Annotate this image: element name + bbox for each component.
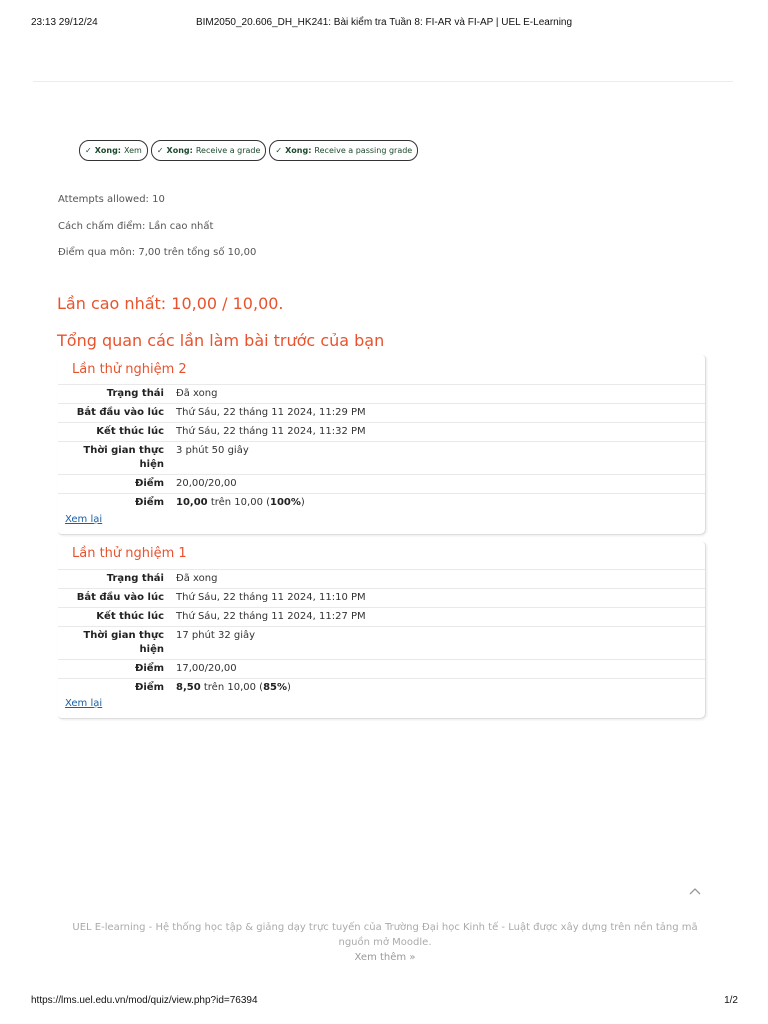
row-value-started: Thứ Sáu, 22 tháng 11 2024, 11:10 PM [176, 592, 366, 603]
attempt-title: Lần thử nghiệm 1 [72, 546, 187, 561]
print-url: https://lms.uel.edu.vn/mod/quiz/view.php?id=76394 [31, 995, 258, 1006]
attempts-overview-heading: Tổng quan các lần làm bài trước của bạn [57, 331, 385, 350]
completion-badges [79, 140, 418, 161]
row-value-started: Thứ Sáu, 22 tháng 11 2024, 11:29 PM [176, 407, 366, 418]
completion-badge-view [79, 140, 148, 161]
attempt-card-1 [58, 542, 706, 719]
table-row [58, 589, 705, 608]
table-row [58, 660, 705, 679]
table-row [58, 442, 705, 475]
row-label-started: Bắt đầu vào lúc [76, 407, 164, 418]
row-value-marks: 17,00/20,00 [176, 663, 237, 674]
row-value-grade [170, 679, 705, 698]
grade-out-of: trên 10,00 ( [207, 497, 271, 508]
row-label-marks: Điểm [134, 478, 164, 489]
row-label-marks: Điểm [134, 663, 164, 674]
row-value-status: Đã xong [176, 573, 218, 584]
table-row [58, 423, 705, 442]
badge-status: Xong: [166, 146, 193, 155]
row-label-duration: Thời gian thực hiện [83, 445, 164, 470]
table-row [58, 475, 705, 494]
grade-close: ) [300, 497, 305, 508]
table-row [58, 404, 705, 423]
row-value-marks: 20,00/20,00 [176, 478, 237, 489]
footer-text: UEL E-learning - Hệ thống học tập & giảng dạy trực tuyến của Trường Đại học Kinh tế - Luật được xây dựng trên nền tảng mã nguồn mở Moodle. [72, 922, 698, 948]
chevron-up-icon[interactable] [688, 883, 702, 897]
row-value-completed: Thứ Sáu, 22 tháng 11 2024, 11:32 PM [176, 426, 366, 437]
pass-grade: Điểm qua môn: 7,00 trên tổng số 10,00 [58, 247, 257, 258]
badge-label: Xem [124, 146, 142, 155]
header-divider [33, 81, 733, 82]
attempt-title: Lần thử nghiệm 2 [72, 362, 187, 377]
badge-status: Xong: [285, 146, 312, 155]
row-label-grade: Điểm [134, 682, 164, 693]
attempts-allowed: Attempts allowed: 10 [58, 194, 165, 205]
print-header [0, 17, 768, 31]
grade-close: ) [287, 682, 291, 693]
review-link[interactable]: Xem lại [65, 698, 103, 709]
badge-label: Receive a grade [195, 146, 261, 155]
attempt-summary-table [58, 384, 705, 512]
completion-badge-passing-grade [269, 140, 418, 161]
grade-score: 8,50 [176, 682, 201, 693]
row-label-completed: Kết thúc lúc [96, 426, 164, 437]
print-timestamp: 23:13 29/12/24 [31, 17, 98, 28]
row-value-duration: 3 phút 50 giây [176, 445, 249, 456]
print-page-number: 1/2 [724, 995, 738, 1006]
attempt-card-2 [58, 355, 706, 535]
row-value-status: Đã xong [176, 388, 218, 399]
grading-method: Cách chấm điểm: Lần cao nhất [58, 221, 214, 232]
badge-status: Xong: [94, 146, 121, 155]
row-label-started: Bắt đầu vào lúc [76, 592, 164, 603]
check-icon: ✓ [85, 146, 92, 155]
attempt-summary-table [58, 569, 705, 697]
row-label-status: Trạng thái [106, 573, 164, 584]
footer-more-link[interactable]: Xem thêm » [354, 952, 416, 963]
check-icon: ✓ [156, 146, 164, 155]
check-icon: ✓ [275, 146, 283, 155]
grade-percent: 100% [270, 497, 301, 508]
print-page-title: BIM2050_20.606_DH_HK241: Bài kiểm tra Tuần 8: FI-AR và FI-AP | UEL E-Learning [195, 17, 573, 28]
row-label-grade: Điểm [134, 497, 164, 508]
row-label-duration: Thời gian thực hiện [83, 630, 164, 655]
highest-grade-heading: Lần cao nhất: 10,00 / 10,00. [57, 294, 284, 313]
table-row [58, 679, 705, 698]
completion-badge-receive-grade [151, 140, 267, 161]
row-label-status: Trạng thái [106, 388, 164, 399]
review-link[interactable]: Xem lại [65, 514, 103, 525]
grade-score: 10,00 [176, 497, 208, 508]
row-value-duration: 17 phút 32 giây [176, 630, 256, 641]
badge-label: Receive a passing grade [314, 146, 413, 155]
table-row [58, 608, 705, 627]
table-row [58, 494, 705, 513]
grade-percent: 85% [263, 682, 287, 693]
table-row [58, 570, 705, 589]
site-footer [60, 920, 710, 965]
table-row [58, 385, 705, 404]
row-value-grade [170, 494, 705, 513]
grade-out-of: trên 10,00 ( [200, 682, 264, 693]
row-value-completed: Thứ Sáu, 22 tháng 11 2024, 11:27 PM [176, 611, 366, 622]
row-label-completed: Kết thúc lúc [96, 611, 164, 622]
table-row [58, 627, 705, 660]
